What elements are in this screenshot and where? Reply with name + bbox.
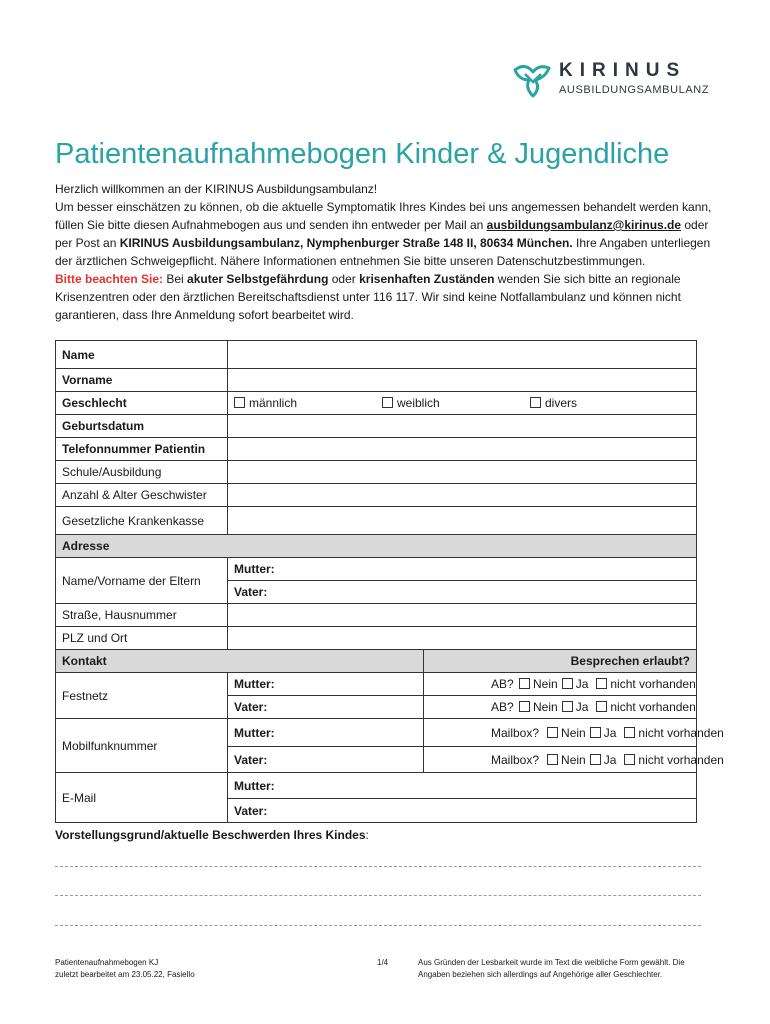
checkbox-icon[interactable] xyxy=(547,754,558,765)
reason-label-text: Vorstellungsgrund/aktuelle Beschwerden Ihres Kindes xyxy=(55,828,366,842)
reason-colon: : xyxy=(365,828,369,842)
instructions-part-a: Um besser einschätzen zu können, ob die aktuelle Symptomatik Ihres Kindes bei uns angemessen behandelt werden kann, füllen Sie bitte diesen Aufnahmebogen aus und senden ihn entweder per Mail an xyxy=(55,200,712,232)
label-kasse: Gesetzliche Krankenkasse xyxy=(56,507,228,535)
mobil-vater-field[interactable]: Vater: xyxy=(228,747,424,773)
reason-input-line[interactable] xyxy=(55,895,701,896)
option-divers[interactable] xyxy=(530,396,577,410)
option-nv-label: nicht vorhanden xyxy=(610,700,696,714)
festnetz-vater-ab xyxy=(424,696,697,719)
page-number: 1/4 xyxy=(377,958,389,967)
label-geschlecht: Geschlecht xyxy=(56,392,228,415)
label-email: E-Mail xyxy=(56,773,228,823)
label-geschwister: Anzahl & Alter Geschwister xyxy=(56,484,228,507)
checkbox-icon[interactable] xyxy=(596,678,607,689)
page-title: Patientenaufnahmebogen Kinder & Jugendliche xyxy=(55,138,670,170)
ab-label: AB? xyxy=(491,700,514,714)
eltern-mutter-field[interactable]: Mutter: xyxy=(228,558,697,581)
note-bold-2: krisenhaften Zuständen xyxy=(359,272,495,286)
header-besprechen: Besprechen erlaubt? xyxy=(424,650,697,673)
note-part-c: wenden Sie sich bitte an regionale Krisenzentren oder den ärztlichen Bereitschaftsdienst unter 116 117. Wir sind keine Notfallambulanz und können nicht garantieren, dass Ihre Anmeldung sofort bearbeitet wird. xyxy=(55,272,681,322)
note-part-a: Bei xyxy=(163,272,188,286)
checkbox-icon[interactable] xyxy=(530,397,541,408)
instructions-part-b: oder per Post an xyxy=(55,218,709,250)
checkbox-icon[interactable] xyxy=(624,754,635,765)
kasse-field[interactable] xyxy=(228,507,697,535)
checkbox-icon[interactable] xyxy=(519,678,530,689)
kirinus-logo xyxy=(511,60,721,100)
festnetz-mutter-ab xyxy=(424,673,697,696)
option-nv-label: nicht vorhanden xyxy=(638,725,724,740)
geburtsdatum-field[interactable] xyxy=(228,415,697,438)
option-maennlich[interactable] xyxy=(234,396,382,410)
postal-address: KIRINUS Ausbildungsambulanz, Nymphenburger Straße 148 II, 80634 München. xyxy=(119,236,573,250)
label-geburtsdatum: Geburtsdatum xyxy=(56,415,228,438)
festnetz-mutter-field[interactable]: Mutter: xyxy=(228,673,424,696)
email-mutter-field[interactable]: Mutter: xyxy=(228,773,697,799)
option-nein-label: Nein xyxy=(533,677,558,691)
reason-input-line[interactable] xyxy=(55,866,701,867)
checkbox-icon[interactable] xyxy=(382,397,393,408)
label-name: Name xyxy=(56,341,228,369)
footer-edited: zuletzt bearbeitet am 23.05.22, Fasiello xyxy=(55,970,195,979)
welcome-line: Herzlich willkommen an der KIRINUS Ausbildungsambulanz! xyxy=(55,182,378,196)
ab-label: AB? xyxy=(491,677,514,691)
option-nein-label: Nein xyxy=(533,700,558,714)
option-maennlich-label: männlich xyxy=(249,396,298,410)
mailbox-label: Mailbox? xyxy=(491,725,540,740)
instructions-part-c: Ihre Angaben unterliegen der ärztlichen Schweigepflicht. Nähere Informationen entnehmen Sie bitte unseren Datenschutzbestimmungen. xyxy=(55,236,711,268)
logo-name: KIRINUS xyxy=(559,60,687,81)
emergency-note xyxy=(55,270,715,324)
geschlecht-options xyxy=(228,392,697,415)
mobil-mutter-field[interactable]: Mutter: xyxy=(228,719,424,747)
checkbox-icon[interactable] xyxy=(596,701,607,712)
label-eltern: Name/Vorname der Eltern xyxy=(56,558,228,604)
footer-gender-note: Aus Gründen der Lesbarkeit wurde im Text die weibliche Form gewählt. Die Angaben beziehen sich allerdings auf Angehörige aller Geschlechter. xyxy=(418,958,685,979)
checkbox-icon[interactable] xyxy=(590,754,601,765)
checkbox-icon[interactable] xyxy=(234,397,245,408)
label-strasse: Straße, Hausnummer xyxy=(56,604,228,627)
intro-text xyxy=(55,180,715,324)
label-plz: PLZ und Ort xyxy=(56,627,228,650)
note-part-b: oder xyxy=(328,272,360,286)
strasse-field[interactable] xyxy=(228,604,697,627)
bird-logo-icon xyxy=(511,60,553,98)
checkbox-icon[interactable] xyxy=(590,727,601,738)
festnetz-vater-field[interactable]: Vater: xyxy=(228,696,424,719)
email-vater-field[interactable]: Vater: xyxy=(228,799,697,823)
option-ja-label: Ja xyxy=(575,700,589,714)
label-mobil: Mobilfunknummer xyxy=(56,719,228,773)
checkbox-icon[interactable] xyxy=(562,678,573,689)
name-field[interactable] xyxy=(228,341,697,369)
option-weiblich-label: weiblich xyxy=(397,396,440,410)
section-kontakt: Kontakt xyxy=(56,650,424,673)
footer-doc-title: Patientenaufnahmebogen KJ xyxy=(55,958,159,967)
option-ja-label: Ja xyxy=(603,725,617,740)
footer-doc-info xyxy=(55,957,255,981)
section-adresse: Adresse xyxy=(56,535,697,558)
plz-field[interactable] xyxy=(228,627,697,650)
option-nv-label: nicht vorhanden xyxy=(638,752,724,767)
option-ja-label: Ja xyxy=(603,752,617,767)
reason-input-line[interactable] xyxy=(55,925,701,926)
logo-subtitle: AUSBILDUNGSAMBULANZ xyxy=(559,84,710,96)
checkbox-icon[interactable] xyxy=(562,701,573,712)
checkbox-icon[interactable] xyxy=(519,701,530,712)
patient-form-table xyxy=(55,340,724,823)
reason-label xyxy=(55,828,369,842)
option-divers-label: divers xyxy=(545,396,578,410)
mobil-vater-mailbox xyxy=(424,747,724,773)
label-telefon: Telefonnummer Patientin xyxy=(56,438,228,461)
note-label: Bitte beachten Sie: xyxy=(55,272,164,286)
eltern-vater-field[interactable]: Vater: xyxy=(228,581,697,604)
mobil-mutter-mailbox xyxy=(424,719,724,747)
vorname-field[interactable] xyxy=(228,369,697,392)
instructions-paragraph xyxy=(55,198,715,270)
option-nein-label: Nein xyxy=(561,725,586,740)
geschwister-field[interactable] xyxy=(228,484,697,507)
email-link[interactable]: ausbildungsambulanz@kirinus.de xyxy=(486,218,682,232)
label-schule: Schule/Ausbildung xyxy=(56,461,228,484)
checkbox-icon[interactable] xyxy=(547,727,558,738)
option-weiblich[interactable] xyxy=(382,396,530,410)
checkbox-icon[interactable] xyxy=(624,727,635,738)
option-nein-label: Nein xyxy=(561,752,586,767)
option-nv-label: nicht vorhanden xyxy=(610,677,696,691)
note-bold-1: akuter Selbstgefährdung xyxy=(187,272,329,286)
label-festnetz: Festnetz xyxy=(56,673,228,719)
label-vorname: Vorname xyxy=(56,369,228,392)
mailbox-label: Mailbox? xyxy=(491,752,540,767)
schule-field[interactable] xyxy=(228,461,697,484)
option-ja-label: Ja xyxy=(575,677,589,691)
telefon-field[interactable] xyxy=(228,438,697,461)
